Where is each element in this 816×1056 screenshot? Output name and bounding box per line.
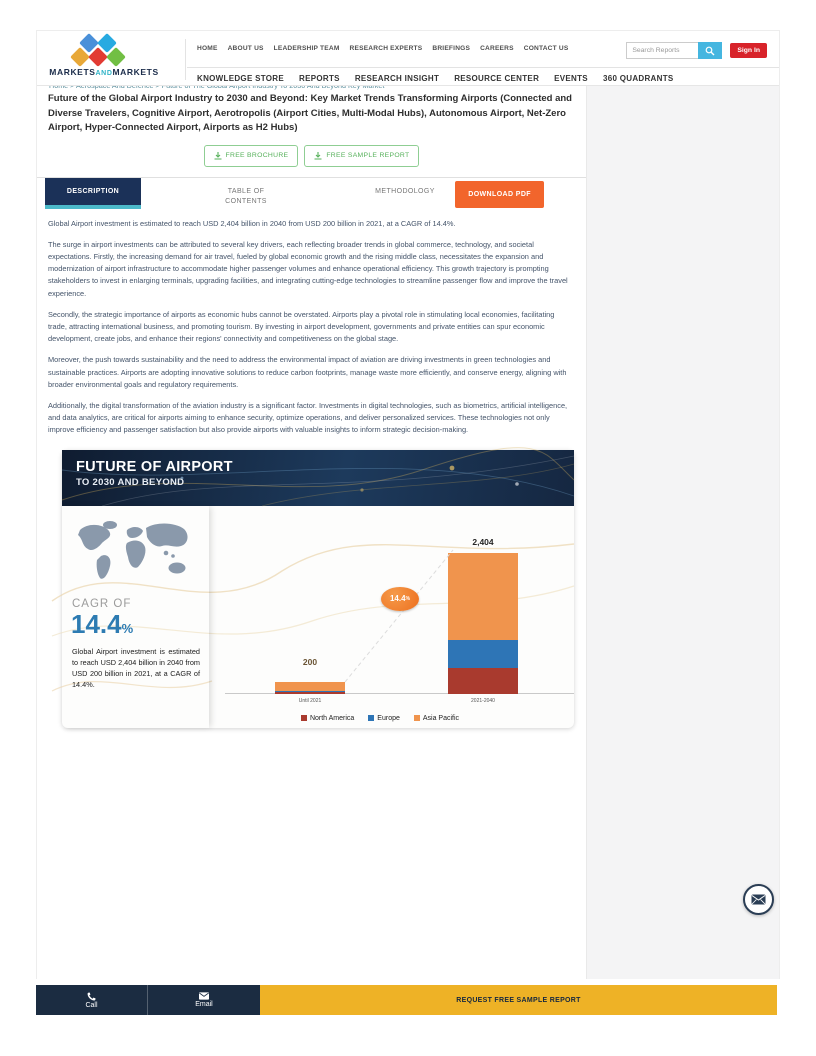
chart-plot <box>225 506 574 728</box>
tab-methodology[interactable]: METHODOLOGY <box>375 187 435 195</box>
main-nav-item[interactable]: 360 QUADRANTS <box>602 74 674 83</box>
tab-description[interactable]: DESCRIPTION <box>45 178 141 209</box>
content-wrap <box>37 86 779 979</box>
main-nav-item[interactable]: RESOURCE CENTER <box>454 74 540 83</box>
free-sample-report-button[interactable]: FREE SAMPLE REPORT <box>304 145 419 167</box>
utility-nav-item[interactable]: ABOUT US <box>227 45 264 52</box>
page-container <box>36 30 780 979</box>
header-vertical-divider <box>185 39 186 80</box>
search-box <box>626 42 722 59</box>
utility-nav-item[interactable]: RESEARCH EXPERTS <box>349 45 423 52</box>
call-button[interactable]: Call <box>36 985 148 1015</box>
description-body <box>48 218 575 437</box>
trend-dashed-line <box>225 506 574 728</box>
description-paragraph: Additionally, the digital transformation of the aviation industry is a significant factor. Investments in digital technologies, such as biometrics, artificial intelligence, and data analytics, are critical for airports aiming to enhance security, optimize operations, and deliver personalized services. These technologies not only improve efficiency and passenger satisfaction but also provide airports with valuable insights to inform strategic decision-making. <box>48 400 568 435</box>
cagr-badge: 14.4 % <box>381 587 419 611</box>
search-input[interactable] <box>626 42 698 59</box>
legend-label: Asia Pacific <box>422 714 460 722</box>
utility-nav-item[interactable]: CAREERS <box>480 45 514 52</box>
sign-in-button[interactable]: Sign In <box>730 43 767 58</box>
x-axis-label: Until 2021 <box>298 697 322 704</box>
legend-label: North America <box>309 714 355 722</box>
utility-nav-item[interactable]: LEADERSHIP TEAM <box>273 45 340 52</box>
right-rail <box>587 86 779 979</box>
infographic-header <box>62 450 574 506</box>
utility-nav-item[interactable]: CONTACT US <box>523 45 569 52</box>
infographic-body <box>62 506 574 728</box>
main-nav-item[interactable]: KNOWLEDGE STORE <box>197 74 285 83</box>
tab-table-of-contents[interactable]: TABLE OF CONTENTS <box>225 187 267 205</box>
report-actions <box>48 145 575 167</box>
footer-bar <box>36 985 777 1015</box>
cagr-value: 14.4% <box>71 608 134 639</box>
envelope-icon <box>751 894 766 905</box>
logo-diamonds-icon <box>45 34 163 67</box>
header-nav-area <box>165 31 779 85</box>
legend-label: Europe <box>377 714 400 722</box>
bar-total-label: 2,404 <box>472 536 494 547</box>
phone-icon <box>87 992 96 1001</box>
main-nav-item[interactable]: REPORTS <box>299 74 340 83</box>
infographic-summary: Global Airport investment is estimated to reach USD 2,404 billion in 2040 from USD 200 billion in 2021, at a CAGR of 14.4%. <box>72 646 200 690</box>
page-title: Future of the Global Airport Industry to 2030 and Beyond: Key Market Trends Transforming Airports (Connected and Diverse Travelers, Cognitive Airport, Aerotropolis (Airport Cities, Multi-Modal Hubs), Autonomous Airport, Net-Zero Airport, Hyper-Connected Airport, Airports as H2 Hubs) <box>48 93 572 133</box>
envelope-icon <box>199 992 209 1000</box>
logo-wordmark: MARKETSANDMARKETS <box>49 67 159 77</box>
description-paragraph: The surge in airport investments can be attributed to several key drivers, each reflecting broader trends in global commerce, technology, and societal expectations. Firstly, the increasing demand for air travel, fueled by global economic growth and the rising middle class, necessitates the expansion and modernization of airport infrastructure to accommodate higher passenger volumes and enhance operational efficiency. This growth trajectory is prompting stakeholders to invest in enlarging terminals, upgrading facilities, and integrating cutting-edge technologies to streamline passenger flow and improve the travel experience. <box>48 239 568 298</box>
tab-bar <box>37 177 586 209</box>
utility-nav-item[interactable]: BRIEFINGS <box>432 45 471 52</box>
description-paragraph: Secondly, the strategic importance of airports as economic hubs cannot be overstated. Airports play a pivotal role in stimulating local economies, facilitating trade, attracting international business, and promoting tourism. By investing in airport development, governments and private entities can spur economic development, create jobs, and enhance their regions' connectivity and competitiveness on the global stage. <box>48 309 555 344</box>
download-icon <box>314 152 322 160</box>
utility-nav-item[interactable]: HOME <box>197 45 218 52</box>
main-nav-item[interactable]: EVENTS <box>554 74 588 83</box>
x-axis-label: 2021-2040 <box>471 697 495 704</box>
utility-nav <box>197 45 568 52</box>
bar-total-label: 200 <box>302 656 318 667</box>
infographic-left-panel <box>62 506 209 728</box>
site-header <box>37 31 779 86</box>
main-column <box>37 86 587 979</box>
header-horizontal-divider <box>187 67 779 68</box>
main-nav-item[interactable]: RESEARCH INSIGHT <box>354 74 440 83</box>
description-paragraph: Moreover, the push towards sustainability and the need to address the environmental impact of aviation are driving investments in green technologies and sustainable practices. Airports are adopting innovative solutions to reduce carbon footprints, manage waste more efficiently, and conserve energy, aligning with broader environmental goals and regulatory requirements. <box>48 355 567 389</box>
main-nav <box>197 74 674 83</box>
infographic-subtitle: TO 2030 AND BEYOND <box>76 476 185 488</box>
floating-email-button[interactable] <box>743 884 774 915</box>
download-pdf-button[interactable]: DOWNLOAD PDF <box>455 181 544 208</box>
header-right <box>626 42 767 59</box>
search-button[interactable] <box>698 42 722 59</box>
description-paragraph: Global Airport investment is estimated to reach USD 2,404 billion in 2040 from USD 200 billion in 2021, at a CAGR of 14.4%. <box>48 218 456 228</box>
request-free-sample-button[interactable]: REQUEST FREE SAMPLE REPORT <box>260 985 777 1015</box>
infographic-title: FUTURE OF AIRPORT <box>76 458 233 475</box>
markets-and-markets-logo[interactable] <box>45 34 163 77</box>
download-icon <box>214 152 222 160</box>
search-icon <box>705 46 715 56</box>
email-button[interactable]: Email <box>148 985 260 1015</box>
report-infographic <box>62 450 574 728</box>
free-brochure-button[interactable]: FREE BROCHURE <box>204 145 299 167</box>
world-map <box>70 518 200 594</box>
cagr-label: CAGR OF <box>72 597 132 610</box>
